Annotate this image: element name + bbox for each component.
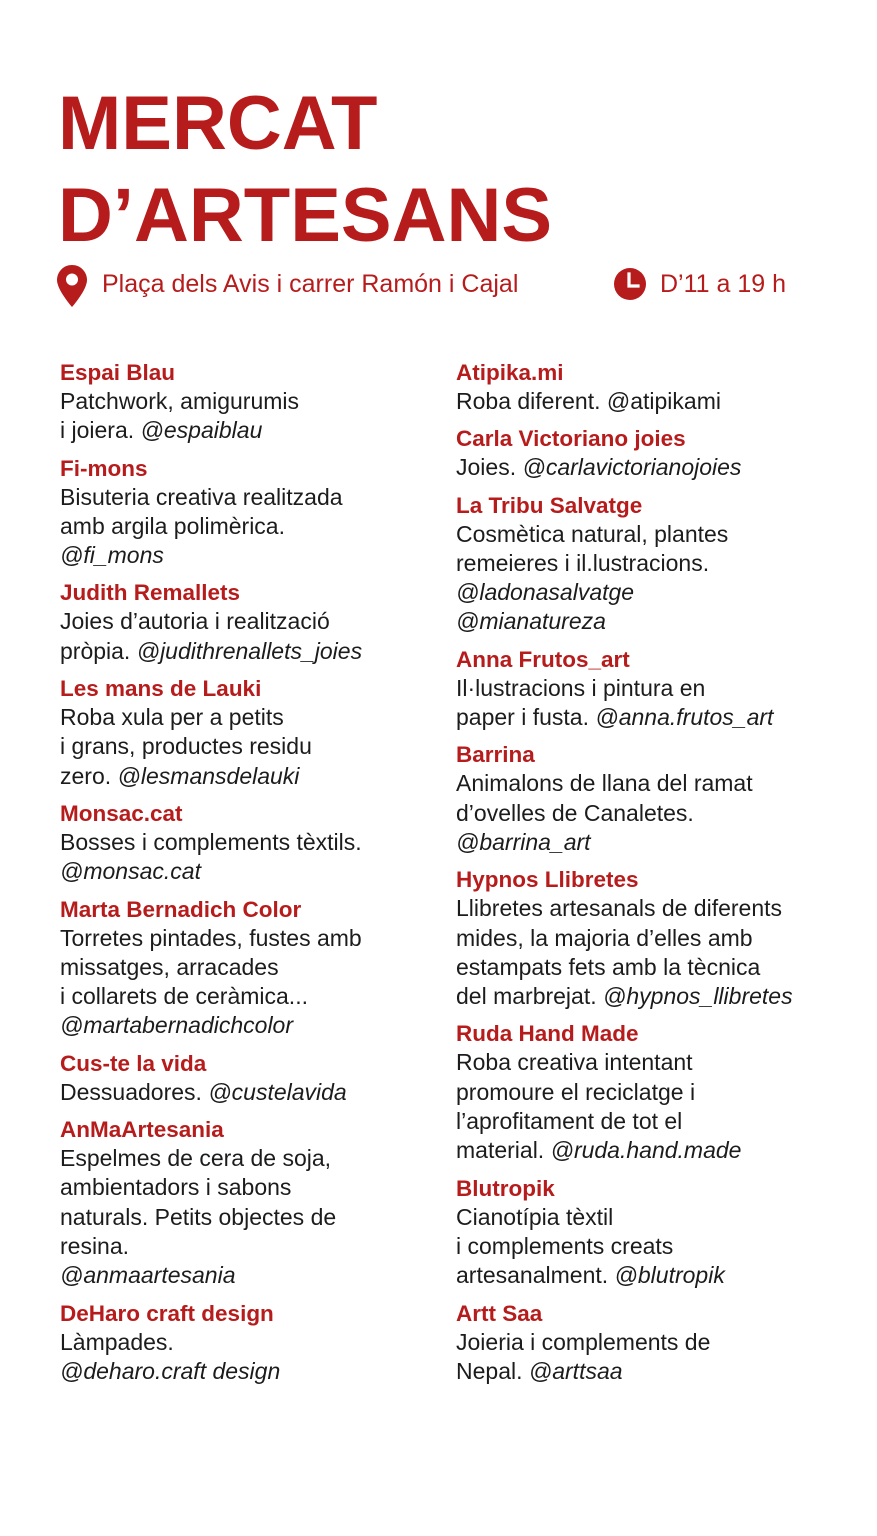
vendor-social-handle: @custelavida <box>208 1078 347 1105</box>
vendor-name: La Tribu Salvatge <box>456 492 643 518</box>
vendor-description-line <box>60 924 440 953</box>
vendor-description-line <box>456 799 836 828</box>
event-info <box>56 264 836 312</box>
vendor-name: Cus-te la vida <box>60 1050 207 1076</box>
vendor-description-text: missatges, arracades <box>60 953 279 980</box>
vendor-social-handle: @deharo.craft design <box>60 1357 281 1384</box>
vendor-social-handle: @blutropik <box>614 1262 725 1289</box>
vendor-description-line <box>60 857 440 886</box>
vendor-name: Atipika.mi <box>456 360 564 385</box>
vendor-description-line <box>60 607 440 636</box>
vendor-description-line <box>60 512 440 541</box>
vendor-description-line <box>456 520 836 549</box>
vendor-description-text: Cosmètica natural, plantes <box>456 520 729 547</box>
map-pin-icon <box>56 264 88 308</box>
vendor-description-line <box>456 453 836 482</box>
vendor-social-handle: @anmaartesania <box>60 1262 236 1289</box>
vendor-description-line <box>60 1328 440 1357</box>
vendor-social-handle: @hypnos_llibretes <box>603 983 793 1010</box>
vendor-description-text: Joies. <box>456 454 523 481</box>
vendor-name: AnMaArtesania <box>60 1117 224 1143</box>
vendor-description-text: remeieres i il.lustracions. <box>456 549 710 576</box>
vendor-description-text: Cianotípia tèxtil <box>456 1203 614 1230</box>
vendor-description-text: Joieria i complements de <box>456 1328 711 1355</box>
vendor-description-line <box>456 703 836 732</box>
vendor-social-handle: @anna.frutos_art <box>595 704 774 731</box>
vendor-list-left <box>60 358 440 1394</box>
vendor-social-handle: @fi_mons <box>60 542 164 569</box>
vendor-description-line <box>456 828 836 857</box>
vendor-name: DeHaro craft design <box>60 1300 274 1326</box>
vendor-social-handle: @mianatureza <box>456 608 606 635</box>
vendor-description-line <box>456 924 836 953</box>
vendor-description-text: ambientadors i sabons <box>60 1174 292 1201</box>
vendor-description-text: resina. <box>60 1232 130 1259</box>
vendor-entry <box>456 1299 836 1387</box>
vendor-description-line <box>456 1357 836 1386</box>
vendor-description-text: Torretes pintades, fustes amb <box>60 924 362 951</box>
vendor-description-text: i grans, productes residu <box>60 733 312 760</box>
vendor-social-handle: @judithrenallets_joies <box>136 637 363 664</box>
vendor-entry <box>456 358 836 416</box>
vendor-description-line <box>60 637 440 666</box>
vendor-description-text: Roba xula per a petits <box>60 704 284 731</box>
vendor-description-line <box>456 1203 836 1232</box>
vendor-description-text: promoure el reciclatge i <box>456 1078 696 1105</box>
vendor-description-text: del marbrejat. <box>456 983 604 1010</box>
vendor-description-text: d’ovelles de Canaletes. <box>456 799 694 826</box>
vendor-social-handle: @ladonasalvatge <box>456 579 635 606</box>
event-hours: D’11 a 19 h <box>660 270 787 298</box>
vendor-social-handle: @barrina_art <box>456 828 591 855</box>
vendor-social-handle: @ruda.hand.made <box>550 1137 742 1164</box>
vendor-description-text: mides, la majoria d’elles amb <box>456 924 753 951</box>
vendor-description-line <box>456 1261 836 1290</box>
page-title <box>58 78 552 262</box>
vendor-description-line <box>60 732 440 761</box>
vendor-entry <box>60 799 440 887</box>
vendor-name: Artt Saa <box>456 1300 543 1326</box>
vendor-description-line <box>456 982 836 1011</box>
vendor-description-line <box>456 769 836 798</box>
vendor-description-line <box>456 1136 836 1165</box>
vendor-social-handle: @carlavictorianojoies <box>522 454 742 481</box>
vendor-description-text: pròpia. <box>60 637 137 664</box>
vendor-description-line <box>456 1232 836 1261</box>
vendor-description-line <box>456 607 836 636</box>
vendor-description-line <box>60 1203 440 1232</box>
vendor-name: Anna Frutos_art <box>456 646 630 672</box>
vendor-description-text: Làmpades. <box>60 1328 174 1355</box>
vendor-description-text: Dessuadores. <box>60 1078 209 1105</box>
vendor-name: Ruda Hand Made <box>456 1021 639 1047</box>
vendor-description-text: Bosses i complements tèxtils. <box>60 828 362 855</box>
vendor-name: Espai Blau <box>60 360 176 385</box>
vendor-description-line <box>60 1078 440 1107</box>
vendor-description-text: Animalons de llana del ramat <box>456 770 753 797</box>
vendor-description-line <box>60 953 440 982</box>
vendor-description-text: naturals. Petits objectes de <box>60 1203 337 1230</box>
vendor-list-right <box>456 358 836 1394</box>
vendor-description-line <box>60 1357 440 1386</box>
vendor-name: Marta Bernadich Color <box>60 896 302 922</box>
vendor-description-line <box>60 483 440 512</box>
title-line-2: D’ARTESANS <box>58 173 553 258</box>
vendor-name: Judith Remallets <box>60 580 241 606</box>
vendor-description-text: paper i fusta. <box>456 704 596 731</box>
vendor-description-text: Nepal. <box>456 1357 529 1384</box>
vendor-name: Hypnos Llibretes <box>456 867 639 893</box>
event-location: Plaça dels Avis i carrer Ramón i Cajal <box>102 270 519 298</box>
vendor-entry <box>60 895 440 1041</box>
vendor-entry <box>60 578 440 666</box>
vendor-description-line <box>456 1078 836 1107</box>
vendor-entry <box>456 491 836 637</box>
vendor-entry <box>456 424 836 482</box>
vendor-description-line <box>60 1011 440 1040</box>
vendor-entry <box>456 1174 836 1291</box>
vendor-description-text: amb argila polimèrica. <box>60 512 285 539</box>
clock-icon <box>614 268 646 300</box>
vendor-name: Carla Victoriano joies <box>456 426 686 452</box>
vendor-description-text: Roba diferent. @atipikami <box>456 388 721 414</box>
vendor-description-line <box>60 416 440 445</box>
vendor-description-text: i joiera. <box>60 417 141 444</box>
vendor-description-line <box>456 1107 836 1136</box>
vendor-description-line <box>456 387 836 416</box>
vendor-description-text: artesanalment. <box>456 1262 615 1289</box>
vendor-name: Blutropik <box>456 1175 555 1201</box>
vendor-description-line <box>456 1048 836 1077</box>
vendor-entry <box>60 674 440 791</box>
vendor-description-line <box>60 828 440 857</box>
vendor-description-text: Il·lustracions i pintura en <box>456 674 706 701</box>
vendor-entry <box>60 358 440 446</box>
vendor-description-line <box>60 703 440 732</box>
vendor-description-line <box>60 1232 440 1261</box>
vendor-entry <box>60 1299 440 1387</box>
vendor-description-line <box>456 578 836 607</box>
vendor-social-handle: @monsac.cat <box>60 858 201 885</box>
vendor-social-handle: @lesmansdelauki <box>117 762 300 789</box>
vendor-description-line <box>456 953 836 982</box>
vendor-social-handle: @martabernadichcolor <box>60 1012 294 1039</box>
vendor-social-handle: @arttsaa <box>528 1357 623 1384</box>
vendor-entry <box>456 740 836 857</box>
vendor-description-text: Bisuteria creativa realitzada <box>60 483 343 510</box>
vendor-entry <box>456 645 836 733</box>
vendor-description-line <box>60 1173 440 1202</box>
vendor-entry <box>60 454 440 571</box>
vendor-description-text: i complements creats <box>456 1232 674 1259</box>
vendor-entry <box>60 1115 440 1290</box>
vendor-description-line <box>456 894 836 923</box>
vendor-entry <box>60 1049 440 1107</box>
vendor-description-line <box>60 1261 440 1290</box>
vendor-description-text: l’aprofitament de tot el <box>456 1108 683 1135</box>
vendor-name: Monsac.cat <box>60 800 183 826</box>
vendor-description-text: Llibretes artesanals de diferents <box>456 895 783 922</box>
vendor-name: Barrina <box>456 742 535 768</box>
vendor-description-line <box>60 762 440 791</box>
vendor-description-line <box>60 387 440 416</box>
vendor-description-text: Espelmes de cera de soja, <box>60 1145 332 1172</box>
vendor-description-text: i collarets de ceràmica... <box>60 983 308 1010</box>
vendor-description-line <box>60 982 440 1011</box>
vendor-description-text: material. <box>456 1137 551 1164</box>
vendor-description-text: Patchwork, amigurumis <box>60 388 300 414</box>
vendor-description-text: estampats fets amb la tècnica <box>456 953 761 980</box>
title-line-1: MERCAT <box>58 81 378 166</box>
vendor-name: Fi-mons <box>60 455 148 481</box>
vendor-description-line <box>60 541 440 570</box>
vendor-description-line <box>456 1328 836 1357</box>
vendor-description-text: Joies d’autoria i realització <box>60 608 330 635</box>
vendor-description-line <box>456 674 836 703</box>
vendor-social-handle: @espaiblau <box>140 417 263 444</box>
vendor-entry <box>456 1019 836 1165</box>
vendor-description-line <box>456 549 836 578</box>
vendor-description-text: zero. <box>60 762 118 789</box>
vendor-description-text: Roba creativa intentant <box>456 1049 693 1076</box>
vendor-entry <box>456 865 836 1011</box>
vendor-description-line <box>60 1144 440 1173</box>
vendor-name: Les mans de Lauki <box>60 676 262 702</box>
